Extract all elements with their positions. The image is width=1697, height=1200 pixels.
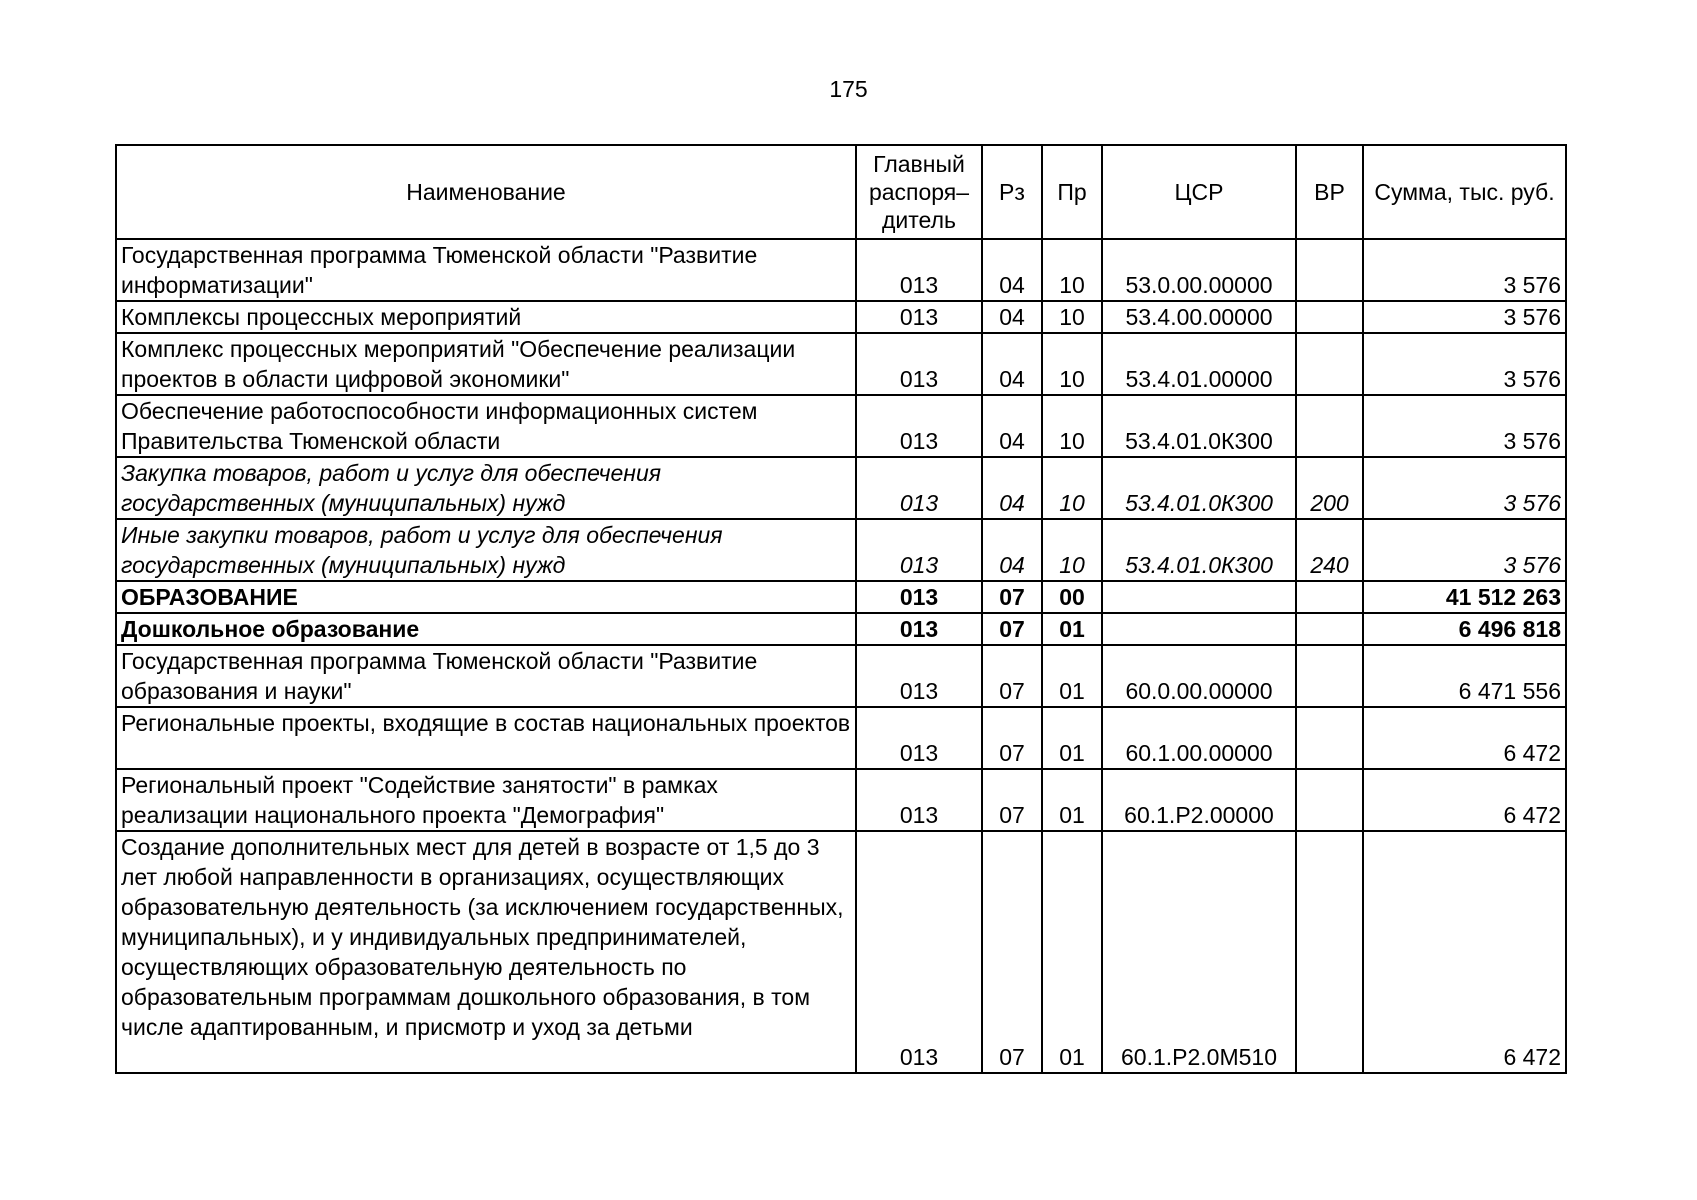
cell-manager: 013 bbox=[856, 395, 982, 457]
table-row bbox=[116, 831, 1566, 1073]
cell-sum: 3 576 bbox=[1363, 519, 1566, 581]
table-row bbox=[116, 613, 1566, 645]
cell-pr: 01 bbox=[1042, 707, 1102, 769]
table-row bbox=[116, 519, 1566, 581]
cell-sum: 6 472 bbox=[1363, 707, 1566, 769]
cell-manager: 013 bbox=[856, 831, 982, 1073]
table-row bbox=[116, 239, 1566, 301]
cell-csr: 60.1.00.00000 bbox=[1102, 707, 1296, 769]
cell-manager: 013 bbox=[856, 581, 982, 613]
cell-manager: 013 bbox=[856, 645, 982, 707]
cell-sum: 3 576 bbox=[1363, 395, 1566, 457]
cell-sum: 3 576 bbox=[1363, 301, 1566, 333]
cell-sum: 3 576 bbox=[1363, 333, 1566, 395]
cell-rz: 04 bbox=[982, 519, 1042, 581]
cell-vr bbox=[1296, 239, 1363, 301]
cell-sum: 41 512 263 bbox=[1363, 581, 1566, 613]
cell-name: Государственная программа Тюменской области "Развитие информатизации" bbox=[116, 239, 856, 301]
cell-vr bbox=[1296, 645, 1363, 707]
cell-rz: 04 bbox=[982, 239, 1042, 301]
cell-csr: 53.0.00.00000 bbox=[1102, 239, 1296, 301]
cell-manager: 013 bbox=[856, 613, 982, 645]
column-header-pr: Пр bbox=[1042, 145, 1102, 239]
cell-name: Создание дополнительных мест для детей в возрасте от 1,5 до 3 лет любой направленности в организациях, осуществляющих образовательную деятельность (за исключением государственных, муниципальных), и у индивидуальных предпринимателей, осуществляющих образовательную деятельность по образовательным программам дошкольного образования, в том числе адаптированным, и присмотр и уход за детьми bbox=[116, 831, 856, 1073]
cell-rz: 04 bbox=[982, 333, 1042, 395]
cell-rz: 07 bbox=[982, 613, 1042, 645]
column-header-name: Наименование bbox=[116, 145, 856, 239]
cell-name: Государственная программа Тюменской области "Развитие образования и науки" bbox=[116, 645, 856, 707]
cell-manager: 013 bbox=[856, 333, 982, 395]
table-row bbox=[116, 301, 1566, 333]
table-row bbox=[116, 457, 1566, 519]
cell-vr bbox=[1296, 333, 1363, 395]
cell-pr: 10 bbox=[1042, 519, 1102, 581]
cell-rz: 07 bbox=[982, 645, 1042, 707]
cell-csr bbox=[1102, 613, 1296, 645]
cell-sum: 6 472 bbox=[1363, 831, 1566, 1073]
cell-name: ОБРАЗОВАНИЕ bbox=[116, 581, 856, 613]
column-header-rz: Рз bbox=[982, 145, 1042, 239]
cell-pr: 00 bbox=[1042, 581, 1102, 613]
table-row bbox=[116, 769, 1566, 831]
cell-csr: 53.4.01.00000 bbox=[1102, 333, 1296, 395]
cell-pr: 10 bbox=[1042, 301, 1102, 333]
cell-name: Комплексы процессных мероприятий bbox=[116, 301, 856, 333]
cell-rz: 07 bbox=[982, 831, 1042, 1073]
table-row bbox=[116, 333, 1566, 395]
cell-pr: 10 bbox=[1042, 395, 1102, 457]
cell-vr bbox=[1296, 301, 1363, 333]
cell-sum: 3 576 bbox=[1363, 239, 1566, 301]
cell-csr: 53.4.01.0К300 bbox=[1102, 457, 1296, 519]
table-header-row bbox=[116, 145, 1566, 239]
table-row bbox=[116, 645, 1566, 707]
cell-manager: 013 bbox=[856, 239, 982, 301]
cell-manager: 013 bbox=[856, 769, 982, 831]
cell-csr: 60.1.Р2.00000 bbox=[1102, 769, 1296, 831]
cell-vr bbox=[1296, 769, 1363, 831]
cell-csr: 53.4.01.0К300 bbox=[1102, 395, 1296, 457]
cell-name: Закупка товаров, работ и услуг для обеспечения государственных (муниципальных) нужд bbox=[116, 457, 856, 519]
cell-vr bbox=[1296, 581, 1363, 613]
cell-vr: 200 bbox=[1296, 457, 1363, 519]
cell-rz: 07 bbox=[982, 581, 1042, 613]
cell-pr: 01 bbox=[1042, 613, 1102, 645]
cell-manager: 013 bbox=[856, 457, 982, 519]
column-header-manager: Главный распоря–дитель bbox=[856, 145, 982, 239]
cell-sum: 6 496 818 bbox=[1363, 613, 1566, 645]
cell-pr: 10 bbox=[1042, 333, 1102, 395]
budget-table bbox=[115, 144, 1567, 1074]
cell-manager: 013 bbox=[856, 707, 982, 769]
cell-name: Иные закупки товаров, работ и услуг для обеспечения государственных (муниципальных) нужд bbox=[116, 519, 856, 581]
cell-rz: 07 bbox=[982, 707, 1042, 769]
cell-vr bbox=[1296, 707, 1363, 769]
cell-csr: 60.1.Р2.0М510 bbox=[1102, 831, 1296, 1073]
cell-rz: 07 bbox=[982, 769, 1042, 831]
cell-sum: 3 576 bbox=[1363, 457, 1566, 519]
cell-csr: 53.4.00.00000 bbox=[1102, 301, 1296, 333]
page-number: 175 bbox=[829, 76, 868, 102]
table-row bbox=[116, 581, 1566, 613]
cell-vr bbox=[1296, 613, 1363, 645]
cell-manager: 013 bbox=[856, 519, 982, 581]
table-row bbox=[116, 707, 1566, 769]
column-header-csr: ЦСР bbox=[1102, 145, 1296, 239]
column-header-vr: ВР bbox=[1296, 145, 1363, 239]
cell-vr bbox=[1296, 831, 1363, 1073]
cell-pr: 01 bbox=[1042, 645, 1102, 707]
cell-csr bbox=[1102, 581, 1296, 613]
table-row bbox=[116, 395, 1566, 457]
cell-name: Комплекс процессных мероприятий "Обеспечение реализации проектов в области цифровой экономики" bbox=[116, 333, 856, 395]
table-body bbox=[116, 239, 1566, 1073]
column-header-sum: Сумма, тыс. руб. bbox=[1363, 145, 1566, 239]
cell-sum: 6 471 556 bbox=[1363, 645, 1566, 707]
cell-rz: 04 bbox=[982, 395, 1042, 457]
cell-vr bbox=[1296, 395, 1363, 457]
cell-rz: 04 bbox=[982, 301, 1042, 333]
cell-name: Региональные проекты, входящие в состав национальных проектов bbox=[116, 707, 856, 769]
cell-vr: 240 bbox=[1296, 519, 1363, 581]
cell-pr: 01 bbox=[1042, 831, 1102, 1073]
cell-name: Обеспечение работоспособности информационных систем Правительства Тюменской области bbox=[116, 395, 856, 457]
cell-pr: 10 bbox=[1042, 457, 1102, 519]
cell-pr: 01 bbox=[1042, 769, 1102, 831]
cell-sum: 6 472 bbox=[1363, 769, 1566, 831]
cell-name: Дошкольное образование bbox=[116, 613, 856, 645]
cell-pr: 10 bbox=[1042, 239, 1102, 301]
cell-rz: 04 bbox=[982, 457, 1042, 519]
cell-csr: 60.0.00.00000 bbox=[1102, 645, 1296, 707]
cell-csr: 53.4.01.0К300 bbox=[1102, 519, 1296, 581]
cell-name: Региональный проект "Содействие занятости" в рамках реализации национального проекта "Демография" bbox=[116, 769, 856, 831]
cell-manager: 013 bbox=[856, 301, 982, 333]
